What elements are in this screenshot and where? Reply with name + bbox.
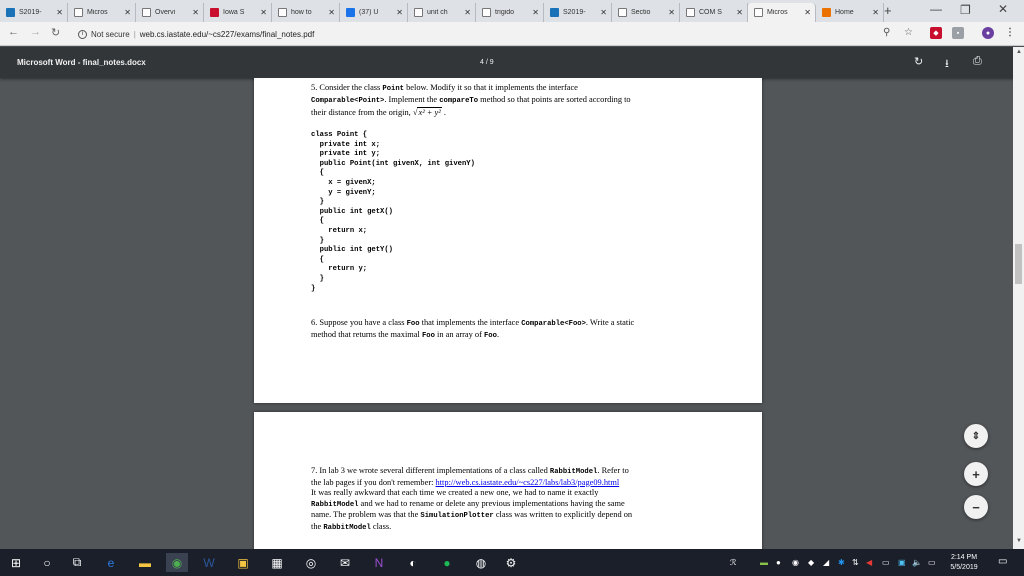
pdf-viewer[interactable] [0,78,1013,549]
pdf-page [254,412,762,549]
browser-tab[interactable] [68,3,136,22]
clock-time: 2:14 PM [950,554,978,561]
pdf-toolbar [0,47,1024,78]
rotate-icon[interactable]: ↻ [914,56,924,68]
tray-icon[interactable]: ● [776,558,781,567]
chegg-icon [822,8,831,17]
minimize-button[interactable]: — [930,2,942,16]
bookmark-star-icon[interactable]: ☆ [904,27,913,38]
browser-tab[interactable] [816,3,884,22]
code-line: private int x; [311,140,381,149]
browser-tab[interactable] [680,3,748,22]
forward-icon[interactable]: → [30,26,41,38]
tab-title: COM S [699,9,722,16]
page-icon [686,8,695,17]
back-icon[interactable]: ← [8,26,19,38]
browser-tab[interactable] [408,3,476,22]
spotify-icon[interactable]: ● [443,555,451,570]
browser-tab[interactable] [272,3,340,22]
tab-title: how to [291,9,312,16]
menu-dots-icon[interactable]: ⋮ [1005,27,1015,38]
code-line: } [311,198,324,207]
settings-icon[interactable]: ⚙ [505,555,517,570]
scroll-down-icon[interactable]: ▼ [1016,538,1022,544]
maximize-button[interactable]: ❐ [960,3,971,17]
tray-icon[interactable]: ◀ [866,558,873,567]
question-7-text: 7. In lab 3 we wrote several different implementations of a class called RabbitModel. Refer to the lab pages if you don't remember: http://web.cs.iastate.edu/~cs227/labs/lab3/page09.html It was really awkward that each time we created a new one, we had to name it exactly RabbitModel and we had to rename or delete any previous implementations having the same name. The problem was that the SimulationPlotter class was written to explicitly depend on the RabbitModel class. [311,466,633,532]
download-icon[interactable]: ⭳ [945,58,949,70]
task-view-icon[interactable]: ⧉ [72,555,82,569]
windows-start-icon[interactable]: ⊞ [10,555,22,570]
code-line: return y; [311,265,368,274]
zoom-out-button[interactable]: − [964,495,988,519]
app-icon[interactable]: ◍ [475,555,487,570]
word-icon[interactable]: W [203,555,215,570]
keyboard-icon[interactable]: ▭ [928,558,936,567]
close-tab-icon[interactable]: ✕ [804,8,811,17]
people-icon[interactable]: ℛ [730,558,737,567]
taskbar [0,549,1024,576]
close-tab-icon[interactable]: ✕ [600,8,607,17]
mail-icon[interactable]: ✉ [339,555,351,570]
tray-icon[interactable]: ▣ [898,558,906,567]
close-tab-icon[interactable]: ✕ [872,8,879,17]
media-icon[interactable]: ◎ [305,555,317,570]
question-6-text: 6. Suppose you have a class Foo that implements the interface Comparable<Foo>. Write a static method that returns the maximal Foo in an array of Foo. [311,318,635,340]
close-tab-icon[interactable]: ✕ [464,8,471,17]
close-tab-icon[interactable]: ✕ [260,8,267,17]
close-tab-icon[interactable]: ✕ [532,8,539,17]
scroll-up-icon[interactable]: ▲ [1016,49,1022,55]
browser-tab[interactable] [612,3,680,22]
code-line: return x; [311,226,368,235]
tray-icon[interactable]: ◉ [792,558,799,567]
reload-icon[interactable]: ↻ [51,27,61,39]
pdf-title: Microsoft Word - final_notes.docx [17,58,146,67]
check-icon [346,8,355,17]
code-line: y = givenY; [311,188,376,197]
info-icon[interactable]: i [78,30,87,39]
address-bar[interactable] [78,25,908,43]
tab-title: S2019- [19,9,42,16]
tab-title: Micros [767,9,788,16]
browser-tab[interactable] [748,3,816,22]
cortana-icon[interactable]: ○ [43,555,51,570]
browser-tab[interactable] [340,3,408,22]
network-icon[interactable]: ⇅ [852,558,859,567]
browser-tab[interactable] [204,3,272,22]
code-line: public Point(int givenX, int givenY) [311,159,475,168]
code-line: class Point { [311,131,368,139]
lab-link[interactable]: http://web.cs.iastate.edu/~cs227/labs/lab3/page09.html [435,477,620,487]
browser-tab[interactable] [476,3,544,22]
code-line: public int getY() [311,246,393,255]
tab-title: S2019- [563,9,586,16]
browser-tab[interactable] [136,3,204,22]
code-line: } [311,274,324,283]
page-icon [754,8,763,17]
sqrt-formula: √x² + y² [412,108,441,117]
new-tab-button[interactable]: + [884,3,892,18]
print-icon[interactable]: ⎙ [973,55,982,67]
app-icon[interactable]: ◐ [409,555,417,570]
code-line: private int y; [311,150,381,159]
code-line: } [311,284,316,293]
ublock-icon[interactable]: ◆ [930,27,942,39]
tray-icon[interactable]: ▬ [760,558,768,567]
wifi-icon[interactable]: ◢ [823,558,830,567]
url-text[interactable]: web.cs.iastate.edu/~cs227/exams/final_notes.pdf [139,29,315,39]
page-icon [618,8,627,17]
tab-title: Sectio [631,9,651,16]
code-line: { [311,169,324,178]
file-explorer-icon[interactable]: ▬ [139,555,151,570]
onenote-icon[interactable]: N [374,555,384,570]
code-line: x = givenX; [311,178,376,187]
close-tab-icon[interactable]: ✕ [396,8,403,17]
zoom-icon[interactable]: ⚲ [883,27,891,38]
code-line: { [311,217,324,226]
extension-icon[interactable]: ▪ [952,27,964,39]
browser-tab[interactable] [544,3,612,22]
browser-toolbar [0,22,1024,46]
profile-avatar[interactable]: ● [982,27,994,39]
browser-tab[interactable] [0,3,68,22]
pearson-icon [550,8,559,17]
fit-page-button[interactable]: ⇕ [964,424,988,448]
close-window-button[interactable]: ✕ [998,2,1009,16]
scrollbar-thumb[interactable] [1015,244,1022,284]
bluetooth-icon[interactable]: ✱ [838,558,845,567]
code-line: public int getX() [311,207,393,216]
tab-strip [0,0,1024,22]
omnibox-divider: | [133,29,136,39]
store-icon[interactable]: ▣ [237,555,249,570]
tab-title: Iowa S [223,9,245,16]
security-label: Not secure [91,29,130,39]
pdf-page [254,78,762,403]
google-icon [414,8,423,17]
tab-title: Home [835,9,854,16]
close-tab-icon[interactable]: ✕ [124,8,131,17]
vertical-scrollbar[interactable] [1013,47,1024,549]
page-icon [482,8,491,17]
code-line: } [311,236,324,245]
edge-icon[interactable]: e [107,555,115,570]
close-tab-icon[interactable]: ✕ [56,8,63,17]
notifications-icon[interactable]: ▭ [998,556,1008,567]
code-block [311,131,475,294]
page-icon [142,8,151,17]
close-tab-icon[interactable]: ✕ [328,8,335,17]
tray-icon[interactable]: ◆ [808,558,815,567]
close-tab-icon[interactable]: ✕ [668,8,675,17]
tab-title: Overvi [155,9,176,16]
page-icon [74,8,83,17]
google-icon [278,8,287,17]
close-tab-icon[interactable]: ✕ [192,8,199,17]
system-clock[interactable] [944,553,984,573]
tab-title: unit ch [427,9,448,16]
tab-title: (37) U [359,9,379,16]
volume-icon[interactable]: 🔈 [912,558,922,567]
zoom-in-button[interactable]: + [964,462,988,486]
calculator-icon[interactable]: ▦ [271,555,283,570]
page-indicator: 4 / 9 [480,59,494,66]
tab-title: Micros [87,9,108,16]
chrome-icon[interactable]: ◉ [166,553,188,572]
pearson-icon [6,8,15,17]
question-5-text: 5. Consider the class Point below. Modify it so that it implements the interface Comparable<Point>. Implement the compareTo method so that points are sorted according to their distance from the origin, √x² + y² . [311,83,631,117]
battery-icon[interactable]: ▭ [882,558,890,567]
close-tab-icon[interactable]: ✕ [736,8,743,17]
iowa-state-icon [210,8,219,17]
tab-title: trigido [495,9,515,16]
code-line: { [311,255,324,264]
clock-date: 5/5/2019 [950,564,978,571]
